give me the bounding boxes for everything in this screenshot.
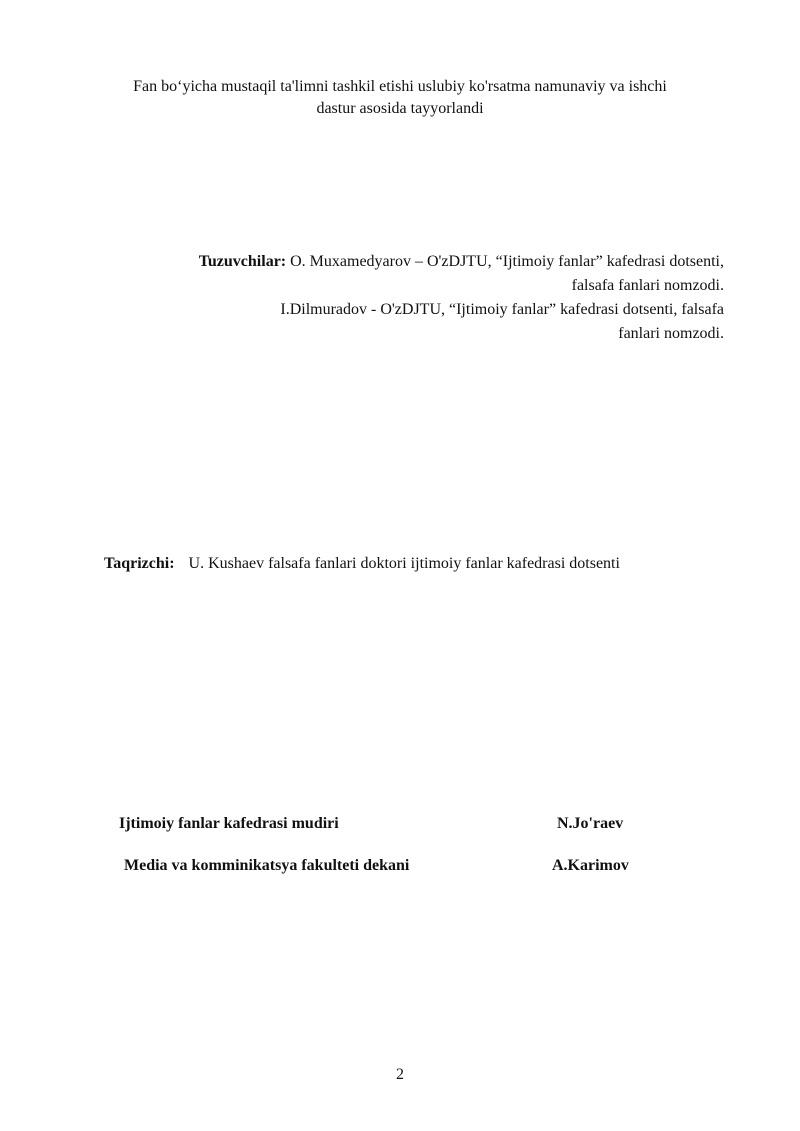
signature-name-head-of-department: N.Jo'raev: [557, 815, 624, 832]
author-1-text: O. Muxamedyarov – O'zDJTU, “Ijtimoiy fanlar” kafedrasi dotsenti,: [290, 253, 724, 270]
reviewer-block: [104, 553, 620, 575]
authors-label: Tuzuvchilar:: [198, 253, 287, 270]
intro-line-2: dastur asosida tayyorlandi: [316, 100, 484, 117]
signature-name-dean: A.Karimov: [552, 857, 629, 874]
reviewer-text: U. Kushaev falsafa fanlari doktori ijtimoiy fanlar kafedrasi dotsenti: [188, 555, 620, 572]
author-1-line-1: [90, 250, 724, 274]
intro-paragraph: [60, 76, 740, 120]
reviewer-label: Taqrizchi:: [104, 555, 175, 572]
authors-block: [90, 250, 724, 346]
intro-line-1: Fan bo‘yicha mustaqil ta'limni tashkil etishi uslubiy ko'rsatma namunaviy va ishchi: [133, 78, 667, 95]
author-1-line-2: falsafa fanlari nomzodi.: [571, 277, 724, 294]
author-2-line-2: fanlari nomzodi.: [618, 325, 724, 342]
signature-title-dean: Media va komminikatsya fakulteti dekani: [124, 857, 410, 874]
author-2-line-1: I.Dilmuradov - O'zDJTU, “Ijtimoiy fanlar” kafedrasi dotsenti, falsafa: [280, 301, 724, 318]
page-number: 2: [396, 1066, 404, 1083]
signature-title-head-of-department: Ijtimoiy fanlar kafedrasi mudiri: [119, 815, 339, 832]
